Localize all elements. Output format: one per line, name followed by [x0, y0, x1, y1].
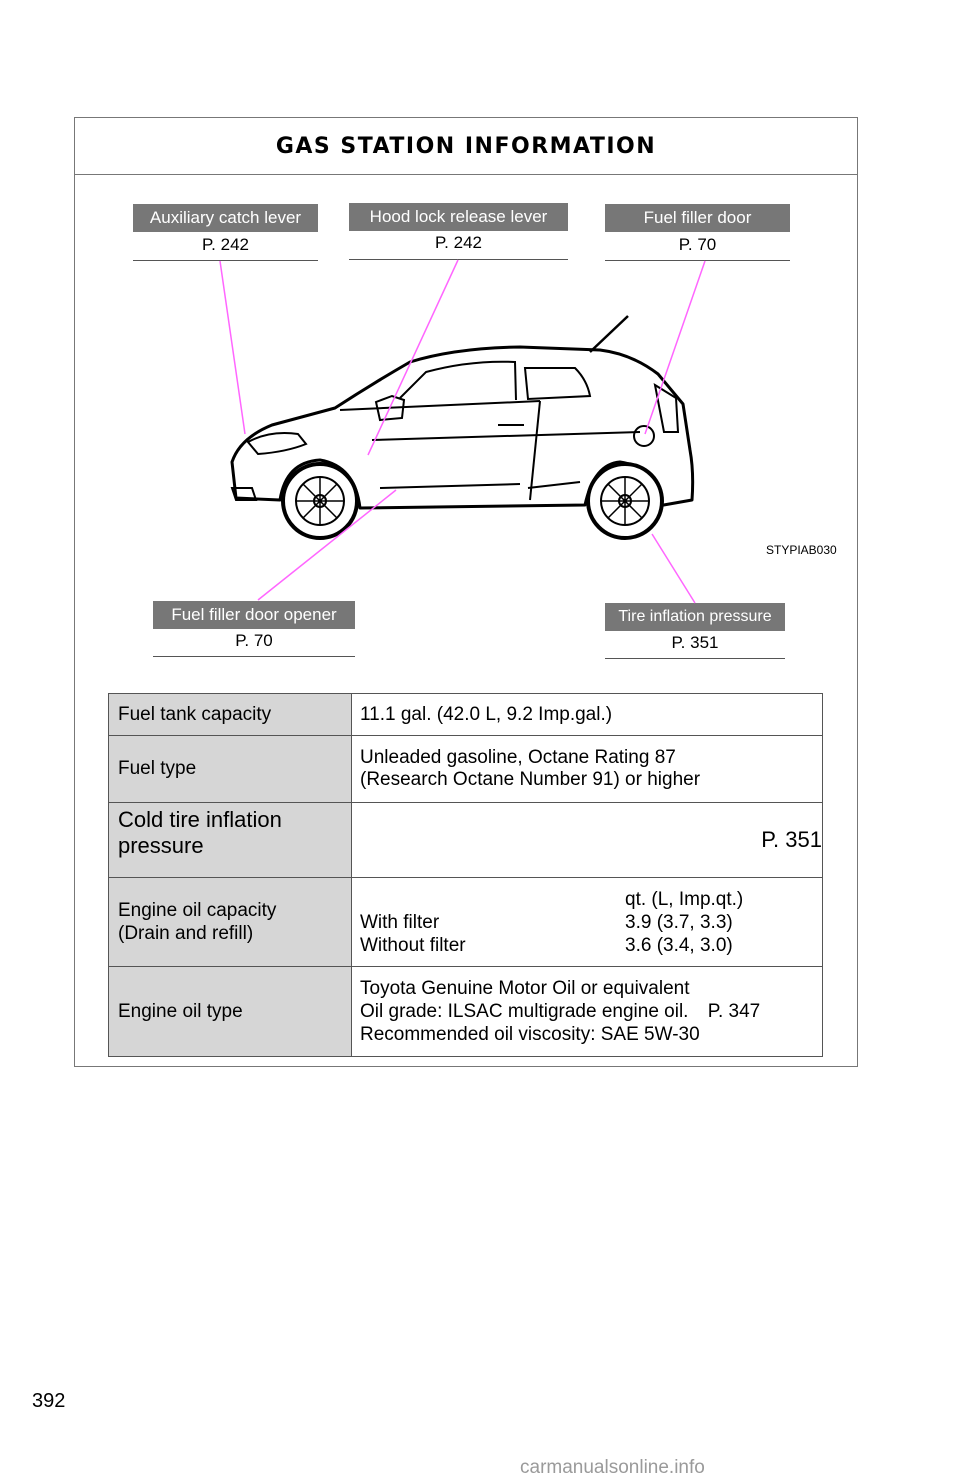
watermark: carmanualsonline.info: [520, 1457, 705, 1478]
page-title: GAS STATION INFORMATION: [275, 133, 657, 159]
oil-capacity-label-line: Engine oil capacity: [118, 900, 277, 921]
without-filter-value: 3.6 (3.4, 3.0): [625, 934, 733, 956]
fuel-tank-capacity-label: Fuel tank capacity: [109, 694, 352, 736]
car-side-diagram: [0, 0, 960, 700]
diagram-code: STYPIAB030: [766, 543, 837, 557]
oil-capacity-grid: [360, 888, 822, 957]
callout-auxiliary-catch-lever-page[interactable]: P. 242: [202, 235, 249, 254]
without-filter-label: Without filter: [360, 934, 466, 956]
callout-fuel-filler-door: Fuel filler door: [605, 204, 790, 232]
callout-tire-inflation-pressure: Tire inflation pressure: [605, 603, 785, 631]
callout-hood-lock-release-lever-page[interactable]: P. 242: [435, 233, 482, 252]
callout-fuel-filler-door-opener: Fuel filler door opener: [153, 601, 355, 629]
tire-pressure-page-link[interactable]: P. 351: [761, 827, 822, 852]
with-filter-value: 3.9 (3.7, 3.3): [625, 911, 733, 933]
oil-capacity-value: [352, 878, 823, 967]
oil-capacity-label: [109, 878, 352, 967]
table-row: [109, 803, 823, 878]
callout-fuel-filler-door-page[interactable]: P. 70: [678, 235, 717, 254]
tire-pressure-label-line: pressure: [118, 833, 204, 858]
front-wheel: [283, 464, 357, 538]
tire-pressure-label-line: Cold tire inflation: [118, 807, 282, 832]
fuel-type-label: Fuel type: [109, 736, 352, 803]
spec-table: [108, 693, 823, 1057]
callout-tire-inflation-pressure-page[interactable]: P. 351: [671, 633, 719, 652]
with-filter-label: With filter: [360, 911, 440, 933]
fuel-type-line: Unleaded gasoline, Octane Rating 87: [360, 747, 676, 768]
oil-type-line: Toyota Genuine Motor Oil or equivalent: [360, 978, 690, 999]
callout-hood-lock-release-lever: Hood lock release lever: [349, 203, 568, 231]
callout-auxiliary-catch-lever: Auxiliary catch lever: [133, 204, 318, 232]
table-row: [109, 967, 823, 1057]
oil-capacity-unit: qt. (L, Imp.qt.): [625, 888, 744, 910]
table-row: [109, 694, 823, 736]
tire-pressure-label: [109, 803, 352, 878]
table-row: [109, 736, 823, 803]
fuel-tank-capacity-value: 11.1 gal. (42.0 L, 9.2 Imp.gal.): [352, 694, 823, 736]
fuel-type-value: [352, 736, 823, 803]
oil-grade-text: Oil grade: ILSAC multigrade engine oil.: [360, 1001, 689, 1022]
oil-type-label: Engine oil type: [109, 967, 352, 1057]
oil-type-line: [360, 1000, 822, 1023]
oil-capacity-label-line: (Drain and refill): [118, 923, 254, 944]
tire-pressure-value: [352, 803, 823, 878]
page-number: 392: [32, 1390, 66, 1412]
oil-type-value: [352, 967, 823, 1057]
fuel-door-shape: [634, 426, 654, 446]
rear-wheel: [588, 464, 662, 538]
fuel-type-line: (Research Octane Number 91) or higher: [360, 769, 701, 790]
oil-grade-page-link[interactable]: P. 347: [707, 1001, 761, 1022]
oil-type-line: Recommended oil viscosity: SAE 5W-30: [360, 1024, 700, 1045]
table-row: [109, 878, 823, 967]
callout-fuel-filler-door-opener-page[interactable]: P. 70: [235, 631, 273, 650]
